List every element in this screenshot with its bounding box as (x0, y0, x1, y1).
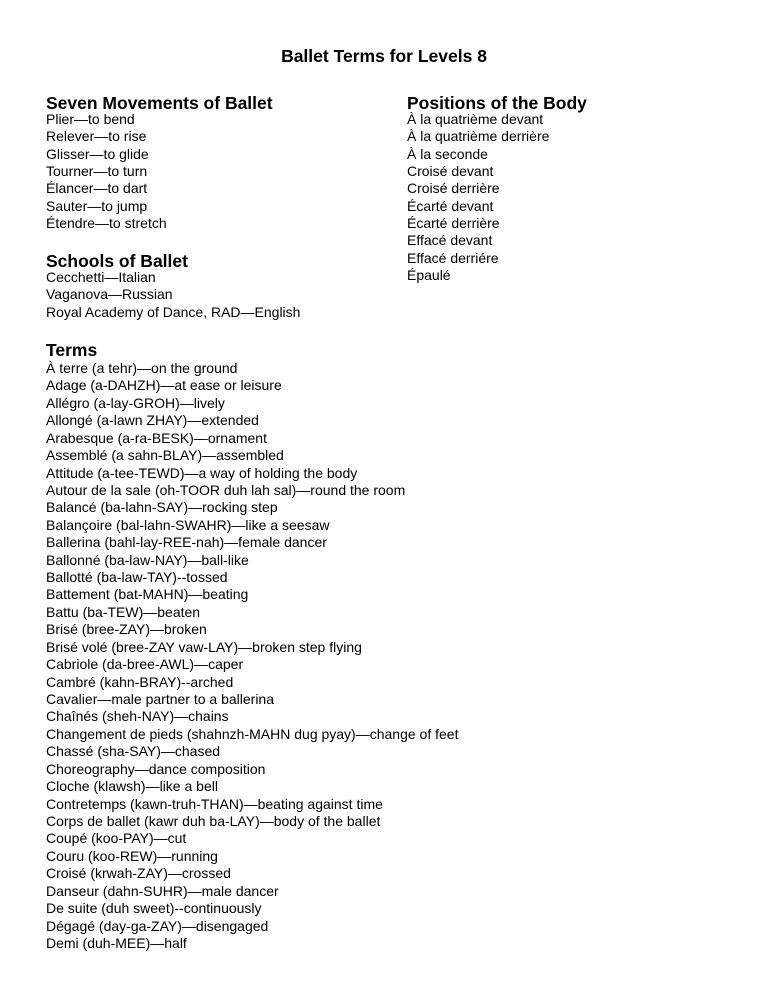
term-item: Brisé volé (bree-ZAY vaw-LAY)—broken step flying (46, 638, 362, 655)
term-item: Contretemps (kawn-truh-THAN)—beating against time (46, 795, 383, 812)
term-item: Allégro (a-lay-GROH)—lively (46, 394, 225, 411)
term-item: Croisé (krwah-ZAY)—crossed (46, 865, 231, 882)
term-item: Corps de ballet (kawr duh ba-LAY)—body of the ballet (46, 812, 381, 829)
term-item: Choreography—dance composition (46, 760, 266, 777)
term-item: Cloche (klawsh)—like a bell (46, 778, 218, 795)
term-item: Cavalier—male partner to a ballerina (46, 691, 274, 708)
term-item: Dégagé (day-ga-ZAY)—disengaged (46, 917, 269, 934)
term-item: Ballerina (bahl-lay-REE-nah)—female dancer (46, 534, 327, 551)
term-item: Ballotté (ba-law-TAY)--tossed (46, 569, 228, 586)
movements-list (46, 111, 167, 232)
position-item: Écarté devant (407, 197, 494, 214)
position-item: À la quatrième devant (407, 111, 544, 127)
movement-item: Glisser—to glide (46, 145, 149, 162)
term-item: Attitude (a-tee-TEWD)—a way of holding the body (46, 464, 358, 481)
term-item: Autour de la sale (oh-TOOR duh lah sal)—round the room (46, 481, 406, 498)
term-item: Cabriole (da-bree-AWL)—caper (46, 656, 244, 673)
term-item: À terre (a tehr)—on the ground (46, 360, 238, 376)
schools-heading: Schools of Ballet (46, 251, 188, 271)
terms-list (46, 360, 458, 952)
position-item: Croisé devant (407, 163, 494, 180)
term-item: Coupé (koo-PAY)—cut (46, 830, 187, 847)
term-item: De suite (duh sweet)--continuously (46, 900, 262, 917)
positions-heading: Positions of the Body (407, 93, 587, 113)
movement-item: Tourner—to turn (46, 163, 148, 180)
position-item: Épaulé (407, 267, 451, 284)
term-item: Assemblé (a sahn-BLAY)—assembled (46, 447, 284, 464)
term-item: Battu (ba-TEW)—beaten (46, 603, 201, 620)
terms-heading: Terms (46, 340, 98, 360)
term-item: Chaînés (sheh-NAY)—chains (46, 708, 229, 725)
schools-list (46, 269, 300, 321)
term-item: Allongé (a-lawn ZHAY)—extended (46, 412, 259, 429)
term-item: Brisé (bree-ZAY)—broken (46, 621, 207, 638)
term-item: Arabesque (a-ra-BESK)—ornament (46, 429, 267, 446)
school-item: Royal Academy of Dance, RAD—English (46, 303, 301, 320)
term-item: Adage (a-DAHZH)—at ease or leisure (46, 377, 282, 394)
term-item: Ballonné (ba-law-NAY)—ball-like (46, 551, 249, 568)
movement-item: Relever—to rise (46, 128, 147, 145)
movement-item: Plier—to bend (46, 111, 135, 127)
term-item: Chassé (sha-SAY)—chased (46, 743, 221, 760)
movement-item: Étendre—to stretch (46, 215, 167, 232)
term-item: Demi (duh-MEE)—half (46, 934, 187, 951)
movement-item: Sauter—to jump (46, 197, 148, 214)
term-item: Cambré (kahn-BRAY)--arched (46, 673, 234, 690)
movement-item: Élancer—to dart (46, 180, 148, 197)
term-item: Battement (bat-MAHN)—beating (46, 586, 249, 603)
movements-heading: Seven Movements of Ballet (46, 93, 273, 113)
school-item: Cecchetti—Italian (46, 269, 156, 285)
term-item: Changement de pieds (shahnzh-MAHN dug pyay)—change of feet (46, 725, 459, 742)
term-item: Balançoire (bal-lahn-SWAHR)—like a seesaw (46, 516, 330, 533)
term-item: Balancé (ba-lahn-SAY)—rocking step (46, 499, 278, 516)
position-item: Écarté derrière (407, 215, 500, 232)
term-item: Danseur (dahn-SUHR)—male dancer (46, 882, 279, 899)
positions-list (407, 111, 549, 284)
position-item: Croisé derrière (407, 180, 500, 197)
position-item: Effacé devant (407, 232, 493, 249)
term-item: Couru (koo-REW)—running (46, 847, 218, 864)
position-item: Effacé derriére (407, 249, 499, 266)
position-item: À la seconde (407, 145, 488, 162)
page-title: Ballet Terms for Levels 8 (281, 46, 487, 66)
school-item: Vaganova—Russian (46, 286, 173, 303)
position-item: À la quatrième derrière (407, 128, 550, 145)
